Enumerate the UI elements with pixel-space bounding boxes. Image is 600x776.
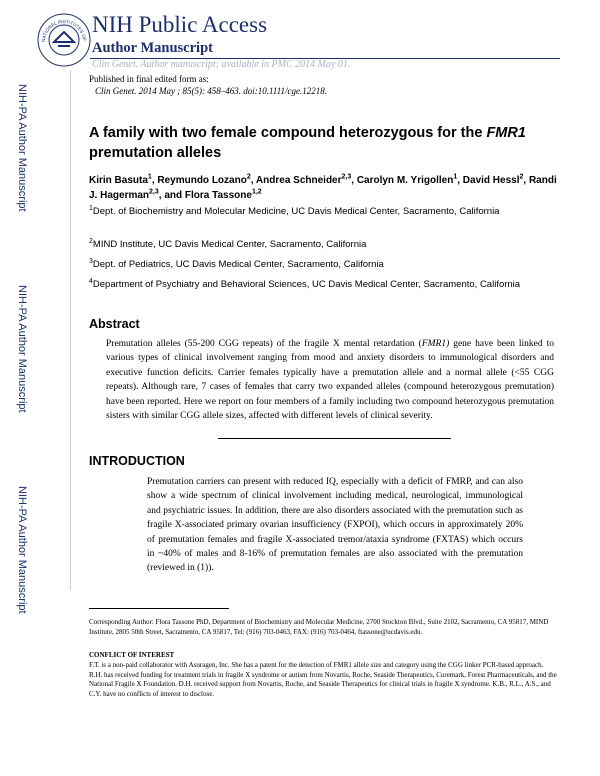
citation: Clin Genet. 2014 May ; 85(5): 458–463. doi:10.1111/cge.12218. bbox=[95, 86, 327, 96]
footnote-rule bbox=[89, 608, 229, 609]
side-label-2: NIH-PA Author Manuscript bbox=[16, 285, 28, 413]
author: Carolyn M. Yrigollen$^1$ bbox=[356, 173, 458, 186]
affiliation: $^2$MIND Institute, UC Davis Medical Center, Sacramento, California bbox=[89, 237, 367, 250]
author: Reymundo Lozano$^2$ bbox=[157, 173, 251, 186]
nih-public-access-title: NIH Public Access bbox=[92, 12, 268, 37]
conflict-text: F.T. is a non-paid collaborator with Asuragen, Inc. She has a patent for the detection of FMR1 allele size and category using the CGG linker PCR-based approach. R.H. has received funding for treatment trials in fragile X syndrome or autism from Novartis, Roche, Seaside Therapeutics, Curemark, Forest Pharmaceuticals, and the National Fragile X Foundation. D.H. received support from Novartis, Roche, and Seaside Therapeutics for clinical trials in fragile X syndrome. K.B., R.L., A.S., and C.Y. have no conflicts of interest to disclose. bbox=[89, 661, 557, 698]
affiliation: $^1$Dept. of Biochemistry and Molecular Medicine, UC Davis Medical Center, Sacramento, California bbox=[89, 204, 500, 217]
margin-rule bbox=[70, 70, 71, 590]
affiliation: $^3$Dept. of Pediatrics, UC Davis Medical Center, Sacramento, California bbox=[89, 257, 384, 270]
conflict-heading: CONFLICT OF INTEREST bbox=[89, 651, 175, 659]
affiliation: $^4$Department of Psychiatry and Behavioral Sciences, UC Davis Medical Center, Sacramento, California bbox=[89, 277, 521, 290]
svg-text:NATIONAL INSTITUTES OF HEALTH bbox=[36, 12, 87, 42]
author: David Hessl$^2$ bbox=[462, 173, 524, 186]
logo-text: NATIONAL INSTITUTES OF bbox=[40, 18, 88, 43]
author-list: Kirin Basuta$^1$, Reymundo Lozano$^2$, Andrea Schneider$^{2,3}$, Carolyn M. Yrigollen$^1$, David Hessl$^2$, Randi J. Hagerman$^{2,3}$, and Flora Tassone$^{1,2}$ bbox=[89, 173, 557, 201]
published-in-label: Published in final edited form as: bbox=[89, 74, 209, 84]
abstract-text: Premutation alleles (55-200 CGG repeats) of the fragile X mental retardation (FMR1) gene have been linked to various types of clinical involvement ranging from mood and anxiety disorders to immunological disorders and executive function deficits. Carrier females typically have a premutation allele and a normal allele (<55 CGG repeats). Although rare, 7 cases of females that carry two expanded alleles (compound heterozygous premutation) have been reported. Here we report on four members of a family including two compound heterozygous premutation sisters with similar CGG allele sizes, affected with different levels of clinical severity. bbox=[106, 339, 554, 422]
author: Randi J. Hagerman$^{2,3}$ bbox=[89, 175, 557, 201]
side-label-3: NIH-PA Author Manuscript bbox=[16, 486, 28, 614]
nih-seal-icon bbox=[36, 12, 92, 68]
author: Andrea Schneider$^{2,3}$ bbox=[255, 173, 352, 186]
article-title: A family with two female compound heterozygous for the FMR1 premutation alleles bbox=[89, 125, 526, 161]
nih-logo bbox=[36, 12, 92, 68]
side-label-1: NIH-PA Author Manuscript bbox=[16, 84, 28, 212]
introduction-heading: INTRODUCTION bbox=[89, 454, 185, 468]
availability-note: Clin Genet. Author manuscript; available in PMC 2014 May 01. bbox=[92, 59, 351, 70]
author-manuscript-label: Author Manuscript bbox=[92, 40, 213, 56]
introduction-text: Premutation carriers can present with reduced IQ, especially with a deficit of FMRP, and can also show a wide spectrum of clinical involvement including medical, neurological, immunological and psychiatric issues. In addition, there are also disorders associated with the premutation such as fragile X-associated primary ovarian insufficiency (FXPOI), which occurs in approximately 20% of premutation females and fragile X-associated tremor/ataxia syndrome (FXTAS) which occurs in ~40% of males and 8-16% of premutation females are also associated with the premutation (reviewed in (1)). bbox=[147, 477, 523, 574]
corresponding-author: Corresponding Author: Flora Tassone PhD, Department of Biochemistry and Molecular Medicine, 2700 Stockton Blvd., Suite 2102, Sacramento, CA 95817, MIND Institute, 2805 50th Street, Sacramento, CA 95817, Tel: (916) 703-0463, FAX: (916) 703-0464, ftassone@ucdavis.edu. bbox=[89, 618, 549, 636]
abstract-heading: Abstract bbox=[89, 317, 140, 331]
abstract-rule bbox=[218, 438, 451, 439]
author: Kirin Basuta$^1$ bbox=[89, 173, 152, 186]
author: Flora Tassone$^{1,2}$ bbox=[184, 188, 262, 201]
